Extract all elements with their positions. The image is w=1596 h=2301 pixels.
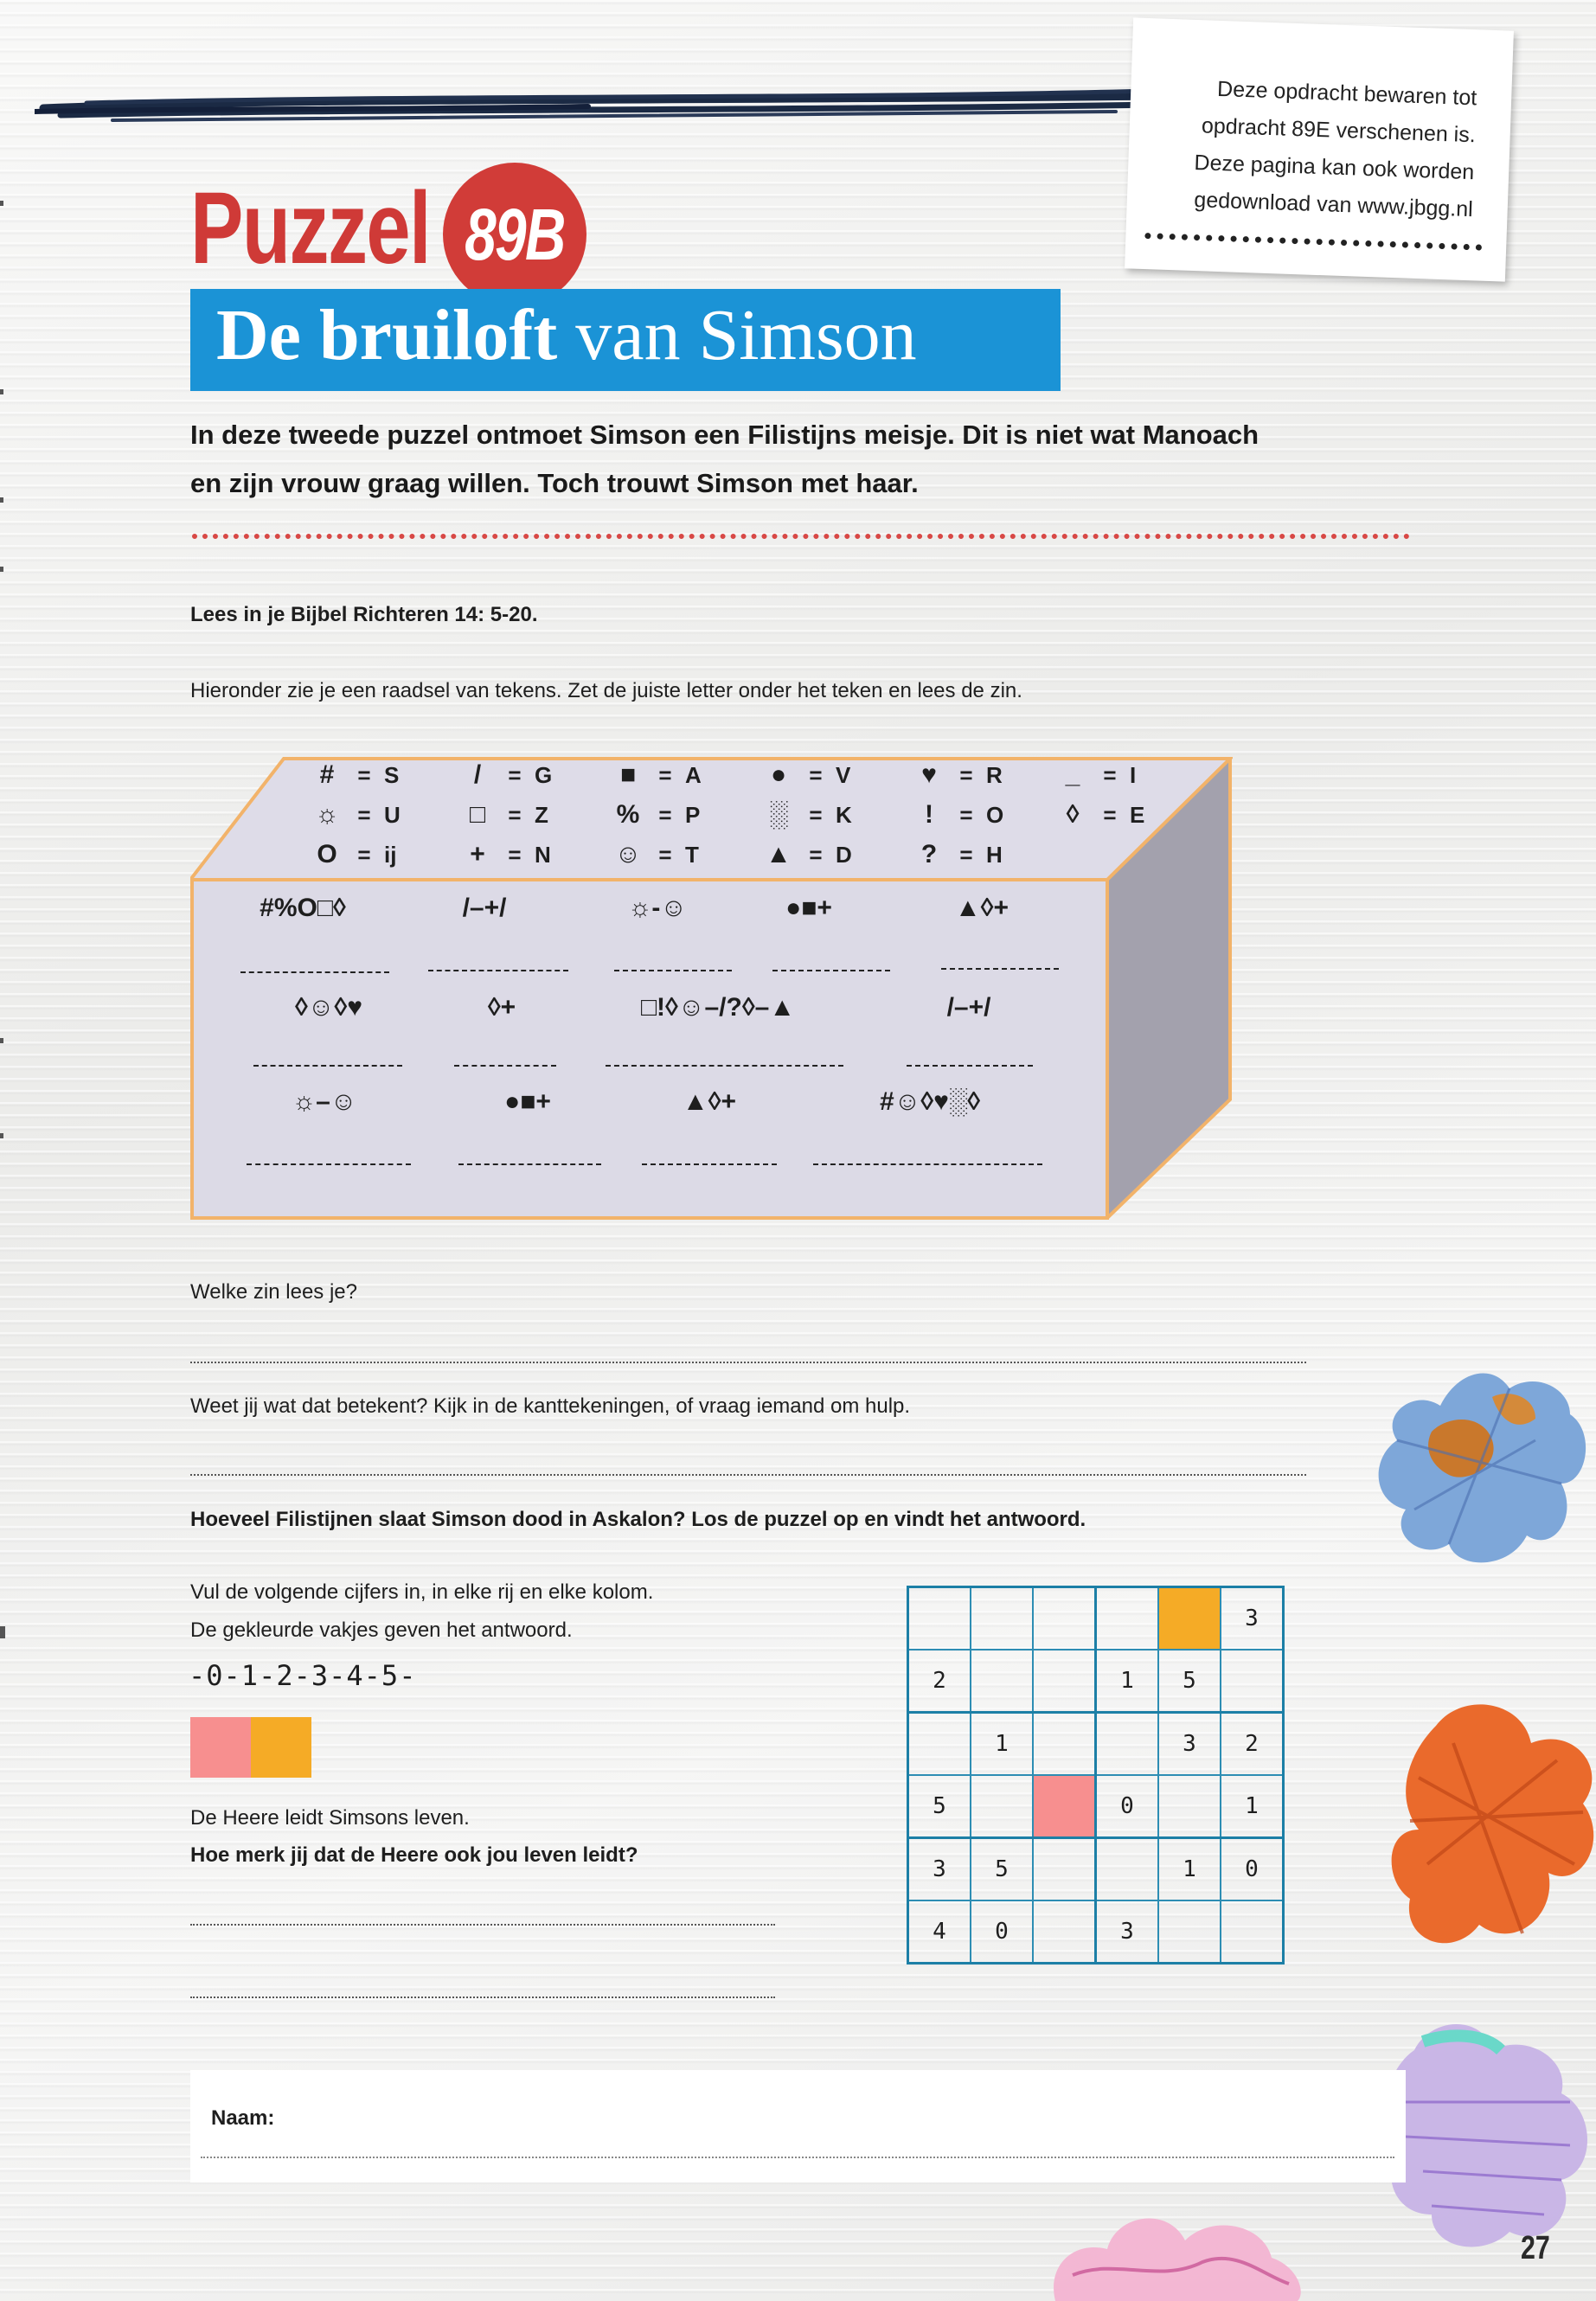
key-entry: % = P bbox=[616, 800, 701, 829]
answer-blank[interactable] bbox=[253, 1065, 402, 1067]
question-meaning: Weet jij wat dat betekent? Kijk in de kanttekeningen, of vraag iemand om hulp. bbox=[190, 1394, 911, 1418]
code-word: ◊☺◊♥ bbox=[294, 993, 363, 1022]
sudoku-cell[interactable] bbox=[1096, 1713, 1159, 1776]
code-word: ●■+ bbox=[504, 1087, 551, 1116]
sudoku-cell[interactable]: 1 bbox=[1096, 1650, 1159, 1713]
sudoku-cell[interactable] bbox=[908, 1587, 971, 1650]
answer-blank[interactable] bbox=[772, 970, 890, 971]
sudoku-grid bbox=[907, 1586, 1285, 1965]
orange-puzzle-piece bbox=[1384, 1691, 1596, 1977]
sudoku-cell[interactable] bbox=[971, 1650, 1033, 1713]
note-card bbox=[1125, 17, 1514, 281]
fill-instruction-2: De gekleurde vakjes geven het antwoord. bbox=[190, 1618, 573, 1642]
question-leads: De Heere leidt Simsons leven. bbox=[190, 1806, 470, 1830]
code-word: ☼-☺ bbox=[627, 894, 688, 922]
pink-swatch bbox=[190, 1717, 251, 1778]
name-label: Naam: bbox=[211, 2106, 275, 2130]
sudoku-cell[interactable] bbox=[971, 1587, 1033, 1650]
cipher-block bbox=[190, 757, 1233, 1220]
sudoku-cell[interactable]: 3 bbox=[908, 1838, 971, 1901]
code-word: /–+/ bbox=[946, 993, 991, 1022]
sudoku-cell[interactable]: 3 bbox=[1096, 1900, 1159, 1964]
sudoku-cell[interactable] bbox=[1096, 1587, 1159, 1650]
sudoku-cell-highlight-orange[interactable] bbox=[1158, 1587, 1221, 1650]
sudoku-cell[interactable] bbox=[1221, 1900, 1284, 1964]
instruction-text: Hieronder zie je een raadsel van tekens. Zet de juiste letter onder het teken en lees de zin. bbox=[190, 679, 1022, 702]
sudoku-cell[interactable]: 3 bbox=[1158, 1713, 1221, 1776]
answer-line[interactable] bbox=[190, 1924, 775, 1926]
question-sentence: Welke zin lees je? bbox=[190, 1280, 357, 1304]
note-dotted-line bbox=[1144, 233, 1482, 251]
digits-list: -0-1-2-3-4-5- bbox=[189, 1659, 417, 1692]
sudoku-cell[interactable] bbox=[1033, 1900, 1096, 1964]
sudoku-cell[interactable]: 0 bbox=[1221, 1838, 1284, 1901]
sudoku-cell[interactable] bbox=[1158, 1900, 1221, 1964]
note-line: gedownload van www.jbgg.nl bbox=[1193, 187, 1474, 222]
answer-blank[interactable] bbox=[614, 970, 732, 971]
puzzle-number-badge bbox=[443, 163, 586, 306]
key-entry: ☺ = T bbox=[614, 840, 699, 868]
subtitle-bar bbox=[190, 289, 1061, 391]
intro-text bbox=[190, 411, 1419, 508]
sudoku-cell[interactable] bbox=[1033, 1838, 1096, 1901]
sudoku-cell[interactable]: 2 bbox=[908, 1650, 971, 1713]
key-entry: ■ = A bbox=[619, 760, 702, 789]
question-askalon: Hoeveel Filistijnen slaat Simson dood in Askalon? Los de puzzel op en vindt het antwoord. bbox=[190, 1508, 1086, 1531]
key-entry: / = G bbox=[473, 760, 553, 789]
answer-blank[interactable] bbox=[907, 1065, 1033, 1067]
note-line: Deze opdracht bewaren tot bbox=[1216, 76, 1477, 111]
name-box bbox=[190, 2070, 1406, 2182]
sudoku-cell[interactable] bbox=[1033, 1650, 1096, 1713]
question-your-life: Hoe merk jij dat de Heere ook jou leven leidt? bbox=[190, 1843, 638, 1867]
answer-line[interactable] bbox=[190, 1997, 775, 1998]
scribble-bar bbox=[35, 82, 1176, 143]
sudoku-cell[interactable]: 3 bbox=[1221, 1587, 1284, 1650]
sudoku-cell[interactable]: 5 bbox=[1158, 1650, 1221, 1713]
key-entry: # = S bbox=[319, 760, 400, 789]
sudoku-cell[interactable]: 5 bbox=[971, 1838, 1033, 1901]
sudoku-cell[interactable]: 5 bbox=[908, 1775, 971, 1838]
intro-line: In deze tweede puzzel ontmoet Simson een Filistijns meisje. Dit is niet wat Manoach bbox=[190, 420, 1259, 450]
sudoku-cell[interactable] bbox=[1158, 1775, 1221, 1838]
key-entry: ● = V bbox=[770, 760, 851, 789]
code-word: □!◊☺–/?◊–▲ bbox=[640, 993, 796, 1022]
key-entry: ☼ = U bbox=[315, 800, 401, 829]
key-entry: ? = H bbox=[920, 840, 1003, 868]
note-line: Deze pagina kan ook worden bbox=[1194, 150, 1475, 185]
page-number: 27 bbox=[1521, 2230, 1550, 2266]
key-entry: O = ij bbox=[317, 840, 397, 868]
sudoku-cell[interactable] bbox=[971, 1775, 1033, 1838]
answer-blank[interactable] bbox=[247, 1163, 411, 1165]
sudoku-cell[interactable]: 4 bbox=[908, 1900, 971, 1964]
bible-reading: Lees in je Bijbel Richteren 14: 5-20. bbox=[190, 603, 538, 626]
key-entry: + = N bbox=[470, 840, 551, 868]
sudoku-cell[interactable] bbox=[1033, 1713, 1096, 1776]
sudoku-cell-highlight-pink[interactable] bbox=[1033, 1775, 1096, 1838]
answer-line[interactable] bbox=[190, 1474, 1306, 1476]
sudoku-cell[interactable] bbox=[908, 1713, 971, 1776]
answer-blank[interactable] bbox=[458, 1163, 601, 1165]
name-input-line[interactable] bbox=[201, 2157, 1394, 2158]
intro-line: en zijn vrouw graag willen. Toch trouwt Simson met haar. bbox=[190, 468, 919, 498]
sudoku-cell[interactable] bbox=[1221, 1650, 1284, 1713]
code-word: ▲◊+ bbox=[682, 1087, 737, 1116]
answer-blank[interactable] bbox=[813, 1163, 1042, 1165]
code-word: ▲◊+ bbox=[954, 894, 1010, 922]
key-entry: ♥ = R bbox=[921, 760, 1003, 789]
answer-blank[interactable] bbox=[941, 968, 1059, 970]
sudoku-cell[interactable]: 1 bbox=[971, 1713, 1033, 1776]
key-entry: □ = Z bbox=[469, 800, 548, 829]
answer-blank[interactable] bbox=[454, 1065, 556, 1067]
note-line: opdracht 89E verschenen is. bbox=[1201, 113, 1477, 148]
page-title: Puzzel bbox=[190, 171, 431, 285]
fill-instruction: Vul de volgende cijfers in, in elke rij en elke kolom. bbox=[190, 1580, 654, 1604]
subtitle-rest: van Simson bbox=[557, 295, 917, 375]
sudoku-cell[interactable]: 1 bbox=[1158, 1838, 1221, 1901]
code-word: #%O□◊ bbox=[260, 894, 346, 922]
code-word: ◊+ bbox=[487, 993, 516, 1022]
subtitle-bold: De bruiloft bbox=[216, 295, 558, 375]
answer-blank[interactable] bbox=[240, 971, 389, 973]
pink-puzzle-piece bbox=[1038, 2180, 1315, 2301]
sudoku-cell[interactable] bbox=[1096, 1838, 1159, 1901]
code-word: ☼–☺ bbox=[292, 1087, 357, 1116]
answer-line[interactable] bbox=[190, 1362, 1306, 1363]
sudoku-cell[interactable]: 1 bbox=[1221, 1775, 1284, 1838]
key-entry: ◊ = E bbox=[1066, 800, 1145, 829]
key-entry: ! = O bbox=[925, 800, 1004, 829]
code-word: /–+/ bbox=[462, 894, 507, 922]
red-dotted-divider bbox=[192, 534, 1410, 539]
key-entry: ░ = K bbox=[769, 800, 852, 829]
orange-swatch bbox=[251, 1717, 311, 1778]
code-word: ●■+ bbox=[785, 894, 832, 922]
answer-blank[interactable] bbox=[606, 1065, 843, 1067]
sudoku-cell[interactable]: 0 bbox=[1096, 1775, 1159, 1838]
sudoku-cell[interactable]: 0 bbox=[971, 1900, 1033, 1964]
answer-blank[interactable] bbox=[642, 1163, 777, 1165]
code-word: #☺◊♥░◊ bbox=[879, 1087, 981, 1116]
badge-label: 89B bbox=[465, 194, 565, 275]
sudoku-cell[interactable]: 2 bbox=[1221, 1713, 1284, 1776]
answer-blank[interactable] bbox=[428, 970, 568, 971]
sudoku-cell[interactable] bbox=[1033, 1587, 1096, 1650]
key-entry: ▲ = D bbox=[766, 840, 852, 868]
key-entry: _ = I bbox=[1065, 760, 1137, 789]
blue-puzzle-piece bbox=[1362, 1336, 1596, 1596]
